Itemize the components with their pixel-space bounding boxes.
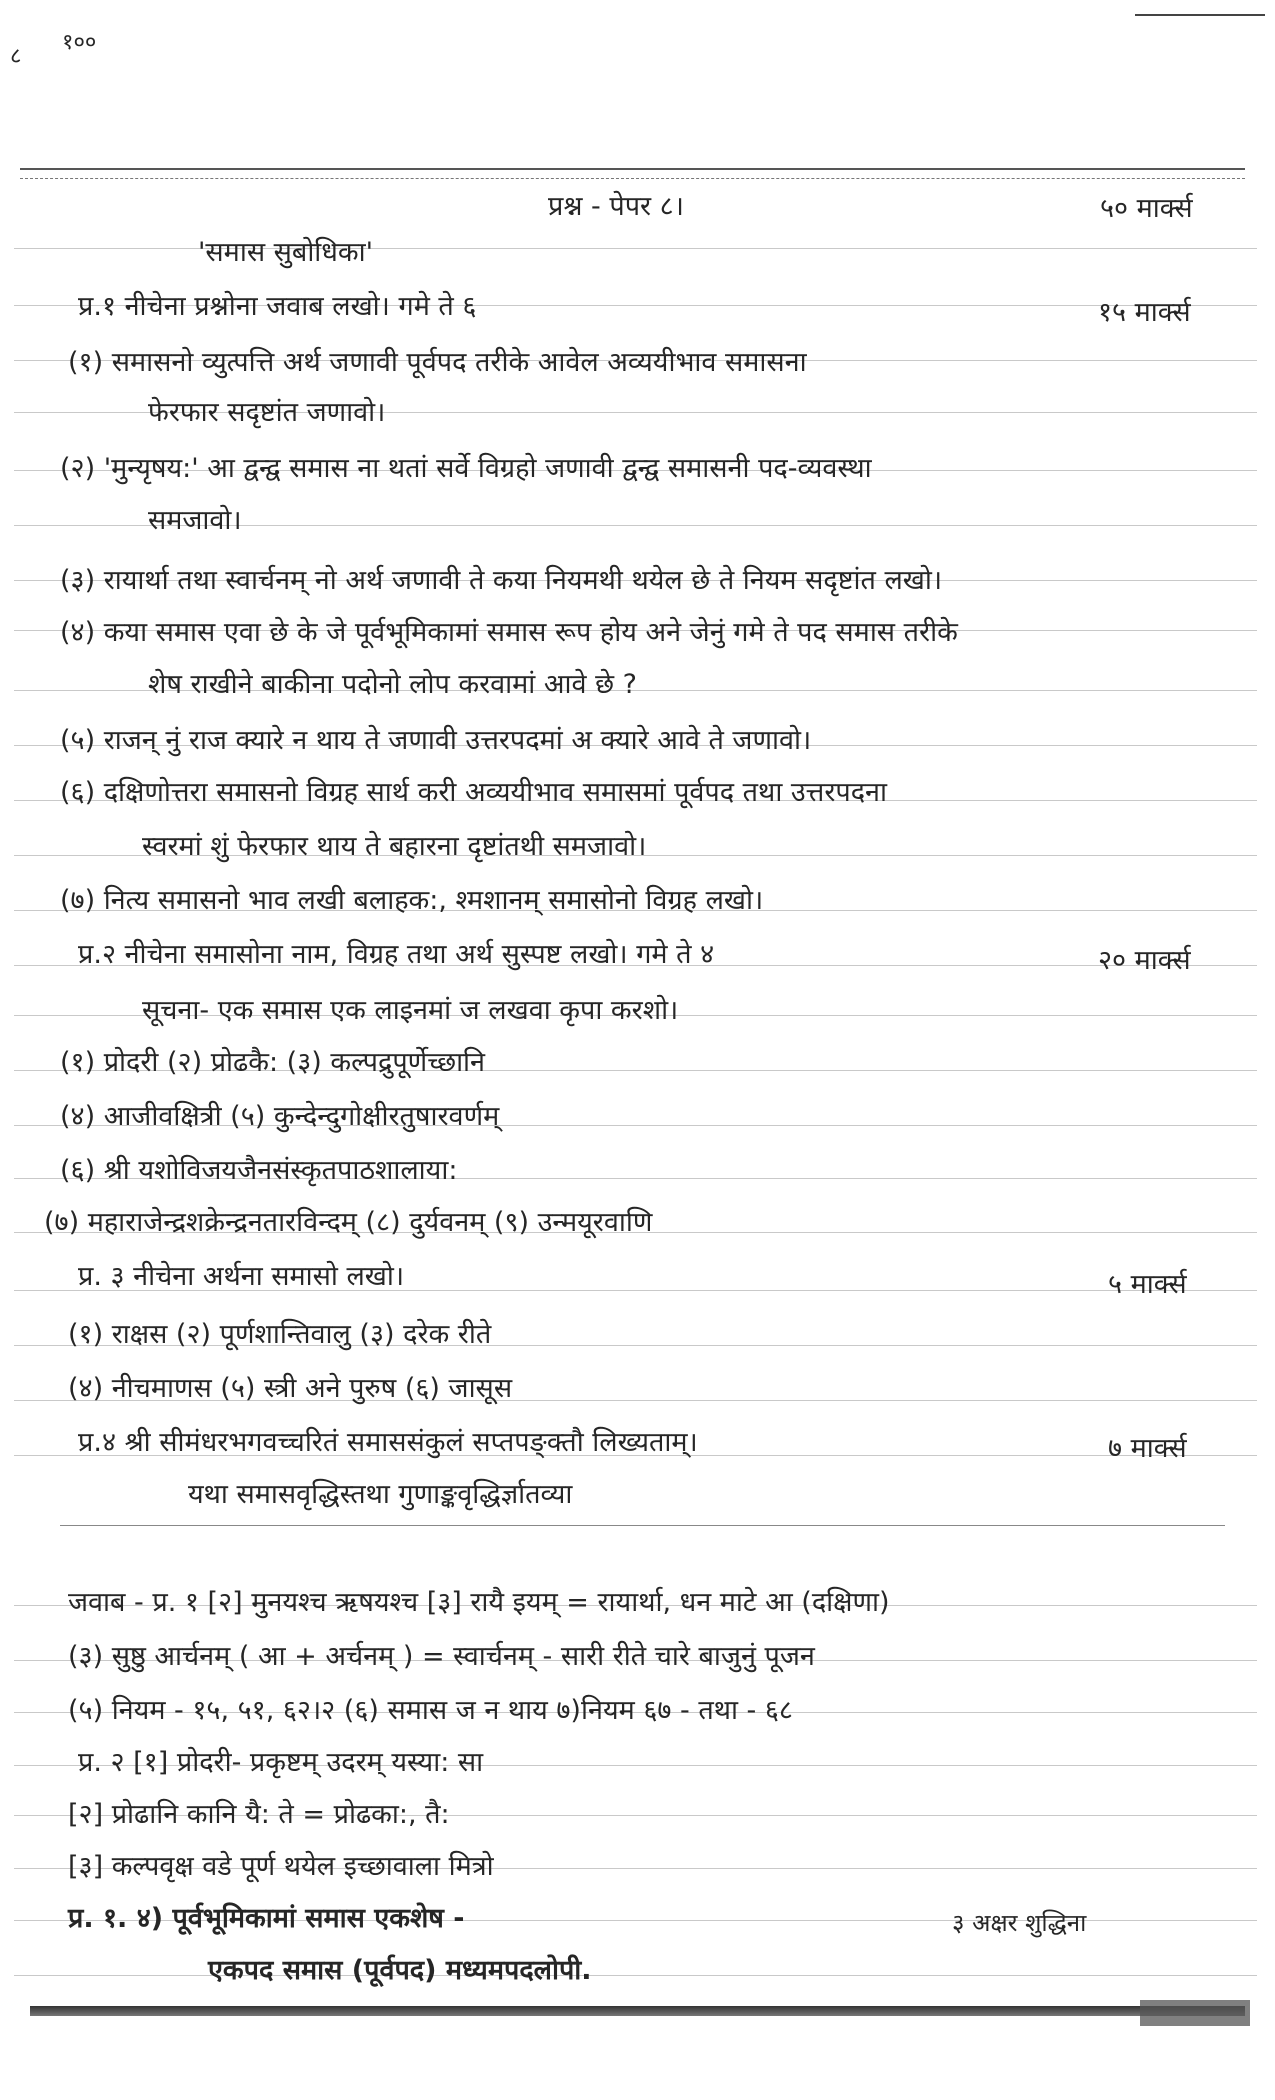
q1-line: (२) 'मुन्यृषय:' आ द्वन्द्व समास ना थतां सर्वे विग्रहो जणावी द्वन्द्व समासनी पद-व्यवस्था bbox=[60, 453, 872, 484]
q3-marks: ५ मार्क्स bbox=[1108, 1269, 1187, 1300]
q4-heading: प्र.४ श्री सीमंधरभगवच्चरितं समाससंकुलं सप्तपङ्क्तौ लिख्यताम्। bbox=[78, 1427, 698, 1458]
answer-line: [३] कल्पवृक्ष वडे पूर्ण थयेल इच्छावाला मित्रो bbox=[68, 1851, 494, 1882]
q4-marks: ७ मार्क्स bbox=[1108, 1433, 1187, 1464]
q1-line: स्वरमां शुं फेरफार थाय ते बहारना दृष्टांतथी समजावो। bbox=[142, 831, 647, 862]
q1-line: समजावो। bbox=[148, 505, 242, 536]
corner-mark: ८ bbox=[10, 44, 22, 69]
q1-line: (१) समासनो व्युत्पत्ति अर्थ जणावी पूर्वपद तरीके आवेल अव्ययीभाव समासना bbox=[68, 347, 807, 378]
q3-line: (४) नीचमाणस (५) स्त्री अने पुरुष (६) जासूस bbox=[68, 1373, 513, 1404]
answer-final: एकपद समास (पूर्वपद) मध्यमपदलोपी. bbox=[208, 1955, 592, 1986]
bottom-scan-band bbox=[30, 2006, 1245, 2016]
q2-note: सूचना- एक समास एक लाइनमां ज लखवा कृपा करशो। bbox=[142, 995, 679, 1026]
q4-line: यथा समासवृद्धिस्तथा गुणाङ्कवृद्धिर्ज्ञातव्या bbox=[188, 1479, 573, 1510]
answer-line: [२] प्रोढानि कानि यै: ते = प्रोढका:, तै: bbox=[68, 1799, 450, 1830]
q1-line: (३) रायार्था तथा स्वार्चनम् नो अर्थ जणावी ते कया नियमथी थयेल छे ते नियम सदृष्टांत लखो। bbox=[60, 565, 943, 596]
q1-line: शेष राखीने बाकीना पदोनो लोप करवामां आवे छे ? bbox=[148, 669, 637, 700]
q3-heading: प्र. ३ नीचेना अर्थना समासो लखो। bbox=[78, 1261, 405, 1292]
header-rule bbox=[20, 168, 1245, 170]
correction-note: ३ अक्षर शुद्धिना bbox=[952, 1909, 1087, 1937]
answer-line: (५) नियम - १५, ५१, ६२।२ (६) समास ज न थाय ७)नियम ६७ - तथा - ६८ bbox=[68, 1695, 793, 1726]
answer-line: (३) सुष्ठु आर्चनम् ( आ + अर्चनम् ) = स्वार्चनम् - सारी रीते चारे बाजुनुं पूजन bbox=[68, 1641, 815, 1672]
q2-line: (४) आजीवक्षित्री (५) कुन्देन्दुगोक्षीरतुषारवर्णम् bbox=[60, 1101, 500, 1132]
page-number: १०० bbox=[62, 30, 97, 55]
header-rule-dashed bbox=[20, 178, 1245, 179]
q2-line: (६) श्री यशोविजयजैनसंस्कृतपाठशालाया: bbox=[60, 1155, 458, 1186]
total-marks: ५० मार्क्स bbox=[1100, 193, 1193, 224]
scan-smudge bbox=[1140, 2000, 1250, 2026]
subtitle: 'समास सुबोधिका' bbox=[198, 237, 374, 268]
q1-heading: प्र.१ नीचेना प्रश्नोना जवाब लखो। गमे ते ६ bbox=[78, 291, 477, 322]
q2-heading: प्र.२ नीचेना समासोना नाम, विग्रह तथा अर्थ सुस्पष्ट लखो। गमे ते ४ bbox=[78, 939, 715, 970]
top-right-rule bbox=[1135, 14, 1265, 16]
q2-line: (७) महाराजेन्द्रशक्रेन्द्रनतारविन्दम् (८) दुर्यवनम् (९) उन्मयूरवाणि bbox=[44, 1207, 653, 1238]
q1-line: (७) नित्य समासनो भाव लखी बलाहक:, श्मशानम् समासोनो विग्रह लखो। bbox=[60, 885, 764, 916]
q1-line: (४) कया समास एवा छे के जे पूर्वभूमिकामां समास रूप होय अने जेनुं गमे ते पद समास तरीके bbox=[60, 617, 958, 648]
answer-correction: प्र. १. ४) पूर्वभूमिकामां समास एकशेष - bbox=[68, 1903, 465, 1934]
q1-line: (५) राजन् नुं राज क्यारे न थाय ते जणावी उत्तरपदमां अ क्यारे आवे ते जणावो। bbox=[60, 725, 812, 756]
q1-marks: १५ मार्क्स bbox=[1098, 297, 1191, 328]
q2-line: (१) प्रोदरी (२) प्रोढकै: (३) कल्पद्रुपूर्णेच्छानि bbox=[60, 1047, 486, 1078]
answer-separator bbox=[60, 1525, 1225, 1526]
q1-line: फेरफार सदृष्टांत जणावो। bbox=[148, 397, 386, 428]
answer-line: प्र. २ [१] प्रोदरी- प्रकृष्टम् उदरम् यस्या: सा bbox=[78, 1747, 484, 1778]
q2-marks: २० मार्क्स bbox=[1098, 945, 1191, 976]
q3-line: (१) राक्षस (२) पूर्णशान्तिवालु (३) दरेक रीते bbox=[68, 1319, 492, 1350]
paper-title: प्रश्न - पेपर ८। bbox=[548, 191, 684, 222]
q1-line: (६) दक्षिणोत्तरा समासनो विग्रह सार्थ करी अव्ययीभाव समासमां पूर्वपद तथा उत्तरपदना bbox=[60, 777, 888, 808]
ruled-line bbox=[14, 1975, 1257, 1976]
answer-line: जवाब - प्र. १ [२] मुनयश्च ऋषयश्च [३] रायै इयम् = रायार्था, धन माटे आ (दक्षिणा) bbox=[68, 1587, 890, 1618]
